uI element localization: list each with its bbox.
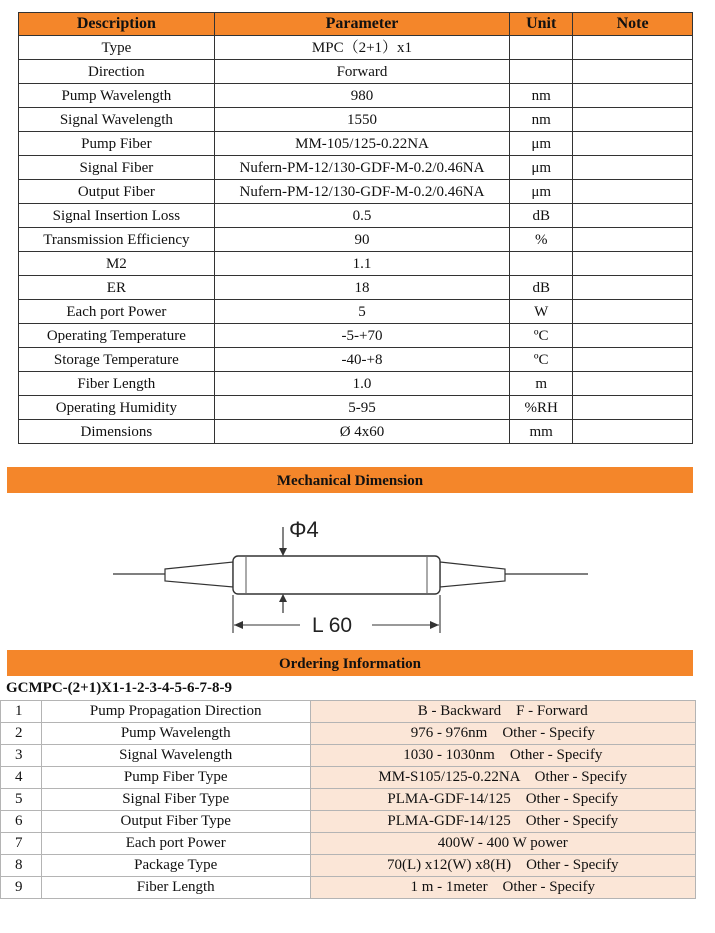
ordering-value-cell: 1 m - 1meter Other - Specify <box>310 877 695 899</box>
ordering-name-cell: Package Type <box>41 855 310 877</box>
right-boot <box>440 562 505 587</box>
ordering-information-title: Ordering Information <box>7 650 693 676</box>
spec-parameter-cell: -5-+70 <box>214 324 510 348</box>
ordering-row <box>1 855 696 877</box>
spec-parameter-cell: 5-95 <box>214 396 510 420</box>
spec-unit-cell: m <box>510 372 573 396</box>
spec-unit-cell <box>510 252 573 276</box>
spec-row <box>19 180 693 204</box>
specification-table <box>18 12 693 444</box>
spec-row <box>19 324 693 348</box>
spec-description-cell: Pump Fiber <box>19 132 215 156</box>
ordering-name-cell: Fiber Length <box>41 877 310 899</box>
spec-unit-cell: mm <box>510 420 573 444</box>
spec-row <box>19 372 693 396</box>
spec-note-cell <box>573 348 693 372</box>
spec-description-cell: Transmission Efficiency <box>19 228 215 252</box>
spec-unit-cell <box>510 60 573 84</box>
spec-unit-cell: dB <box>510 276 573 300</box>
ordering-name-cell: Pump Wavelength <box>41 723 310 745</box>
spec-description-cell: Signal Wavelength <box>19 108 215 132</box>
ordering-index-cell: 6 <box>1 811 42 833</box>
part-number-code: GCMPC-(2+1)X1-1-2-3-4-5-6-7-8-9 <box>6 680 232 696</box>
ordering-row <box>1 701 696 723</box>
spec-description-cell: Each port Power <box>19 300 215 324</box>
spec-parameter-cell: Forward <box>214 60 510 84</box>
spec-row <box>19 108 693 132</box>
ordering-table <box>0 700 696 899</box>
length-arrowhead-left <box>234 621 243 629</box>
length-label: L 60 <box>312 614 353 637</box>
ordering-value-cell: 976 - 976nm Other - Specify <box>310 723 695 745</box>
mechanical-dimension-title: Mechanical Dimension <box>7 467 693 493</box>
ordering-index-cell: 2 <box>1 723 42 745</box>
spec-row <box>19 276 693 300</box>
spec-note-cell <box>573 396 693 420</box>
spec-parameter-cell: 18 <box>214 276 510 300</box>
ordering-name-cell: Signal Fiber Type <box>41 789 310 811</box>
spec-description-cell: Direction <box>19 60 215 84</box>
spec-description-cell: M2 <box>19 252 215 276</box>
spec-row <box>19 252 693 276</box>
header-unit: Unit <box>510 13 573 36</box>
spec-description-cell: Fiber Length <box>19 372 215 396</box>
spec-description-cell: Signal Fiber <box>19 156 215 180</box>
spec-description-cell: ER <box>19 276 215 300</box>
spec-parameter-cell: 1.1 <box>214 252 510 276</box>
spec-parameter-cell: Ø 4x60 <box>214 420 510 444</box>
ordering-name-cell: Each port Power <box>41 833 310 855</box>
spec-unit-cell: μm <box>510 156 573 180</box>
spec-unit-cell: ºC <box>510 348 573 372</box>
spec-unit-cell: dB <box>510 204 573 228</box>
tube-body <box>233 556 440 594</box>
length-arrowhead-right <box>430 621 439 629</box>
ordering-value-cell: PLMA-GDF-14/125 Other - Specify <box>310 789 695 811</box>
spec-description-cell: Operating Humidity <box>19 396 215 420</box>
ordering-index-cell: 4 <box>1 767 42 789</box>
spec-unit-cell: nm <box>510 84 573 108</box>
spec-note-cell <box>573 108 693 132</box>
ordering-index-cell: 5 <box>1 789 42 811</box>
spec-unit-cell: μm <box>510 132 573 156</box>
ordering-row <box>1 767 696 789</box>
spec-note-cell <box>573 180 693 204</box>
spec-row <box>19 156 693 180</box>
diameter-arrowhead-top <box>279 548 287 556</box>
spec-unit-cell: %RH <box>510 396 573 420</box>
spec-row <box>19 36 693 60</box>
spec-note-cell <box>573 252 693 276</box>
spec-note-cell <box>573 420 693 444</box>
ordering-index-cell: 1 <box>1 701 42 723</box>
spec-row <box>19 84 693 108</box>
ordering-row <box>1 723 696 745</box>
spec-description-cell: Type <box>19 36 215 60</box>
mechanical-drawing <box>0 505 715 640</box>
spec-note-cell <box>573 132 693 156</box>
spec-unit-cell: nm <box>510 108 573 132</box>
spec-parameter-cell: 90 <box>214 228 510 252</box>
header-description: Description <box>19 13 215 36</box>
spec-row <box>19 60 693 84</box>
spec-description-cell: Output Fiber <box>19 180 215 204</box>
spec-parameter-cell: 1.0 <box>214 372 510 396</box>
spec-parameter-cell: Nufern-PM-12/130-GDF-M-0.2/0.46NA <box>214 156 510 180</box>
spec-note-cell <box>573 84 693 108</box>
spec-note-cell <box>573 324 693 348</box>
spec-row <box>19 348 693 372</box>
spec-parameter-cell: Nufern-PM-12/130-GDF-M-0.2/0.46NA <box>214 180 510 204</box>
ordering-index-cell: 8 <box>1 855 42 877</box>
ordering-name-cell: Signal Wavelength <box>41 745 310 767</box>
ordering-value-cell: 400W - 400 W power <box>310 833 695 855</box>
spec-parameter-cell: -40-+8 <box>214 348 510 372</box>
ordering-value-cell: PLMA-GDF-14/125 Other - Specify <box>310 811 695 833</box>
spec-description-cell: Operating Temperature <box>19 324 215 348</box>
ordering-name-cell: Pump Propagation Direction <box>41 701 310 723</box>
spec-row <box>19 132 693 156</box>
spec-parameter-cell: MM-105/125-0.22NA <box>214 132 510 156</box>
spec-note-cell <box>573 372 693 396</box>
ordering-index-cell: 9 <box>1 877 42 899</box>
spec-parameter-cell: 5 <box>214 300 510 324</box>
ordering-name-cell: Output Fiber Type <box>41 811 310 833</box>
spec-note-cell <box>573 228 693 252</box>
spec-description-cell: Signal Insertion Loss <box>19 204 215 228</box>
spec-note-cell <box>573 276 693 300</box>
spec-parameter-cell: MPC（2+1）x1 <box>214 36 510 60</box>
ordering-value-cell: B - Backward F - Forward <box>310 701 695 723</box>
spec-row <box>19 228 693 252</box>
spec-row <box>19 396 693 420</box>
spec-unit-cell: ºC <box>510 324 573 348</box>
left-boot <box>165 562 233 587</box>
ordering-row <box>1 877 696 899</box>
ordering-name-cell: Pump Fiber Type <box>41 767 310 789</box>
spec-description-cell: Storage Temperature <box>19 348 215 372</box>
ordering-index-cell: 3 <box>1 745 42 767</box>
ordering-index-cell: 7 <box>1 833 42 855</box>
ordering-value-cell: 70(L) x12(W) x8(H) Other - Specify <box>310 855 695 877</box>
header-note: Note <box>573 13 693 36</box>
spec-note-cell <box>573 36 693 60</box>
spec-note-cell <box>573 156 693 180</box>
spec-unit-cell <box>510 36 573 60</box>
spec-row <box>19 300 693 324</box>
spec-header-row <box>19 13 693 36</box>
header-parameter: Parameter <box>214 13 510 36</box>
spec-parameter-cell: 1550 <box>214 108 510 132</box>
spec-parameter-cell: 0.5 <box>214 204 510 228</box>
ordering-row <box>1 745 696 767</box>
spec-note-cell <box>573 300 693 324</box>
spec-note-cell <box>573 60 693 84</box>
spec-row <box>19 204 693 228</box>
spec-unit-cell: μm <box>510 180 573 204</box>
spec-description-cell: Dimensions <box>19 420 215 444</box>
ordering-value-cell: 1030 - 1030nm Other - Specify <box>310 745 695 767</box>
spec-unit-cell: % <box>510 228 573 252</box>
spec-description-cell: Pump Wavelength <box>19 84 215 108</box>
diameter-label: Φ4 <box>289 517 319 542</box>
ordering-row <box>1 789 696 811</box>
spec-unit-cell: W <box>510 300 573 324</box>
ordering-value-cell: MM-S105/125-0.22NA Other - Specify <box>310 767 695 789</box>
ordering-row <box>1 811 696 833</box>
spec-parameter-cell: 980 <box>214 84 510 108</box>
ordering-row <box>1 833 696 855</box>
spec-note-cell <box>573 204 693 228</box>
spec-row <box>19 420 693 444</box>
diameter-arrowhead-bottom <box>279 594 287 602</box>
